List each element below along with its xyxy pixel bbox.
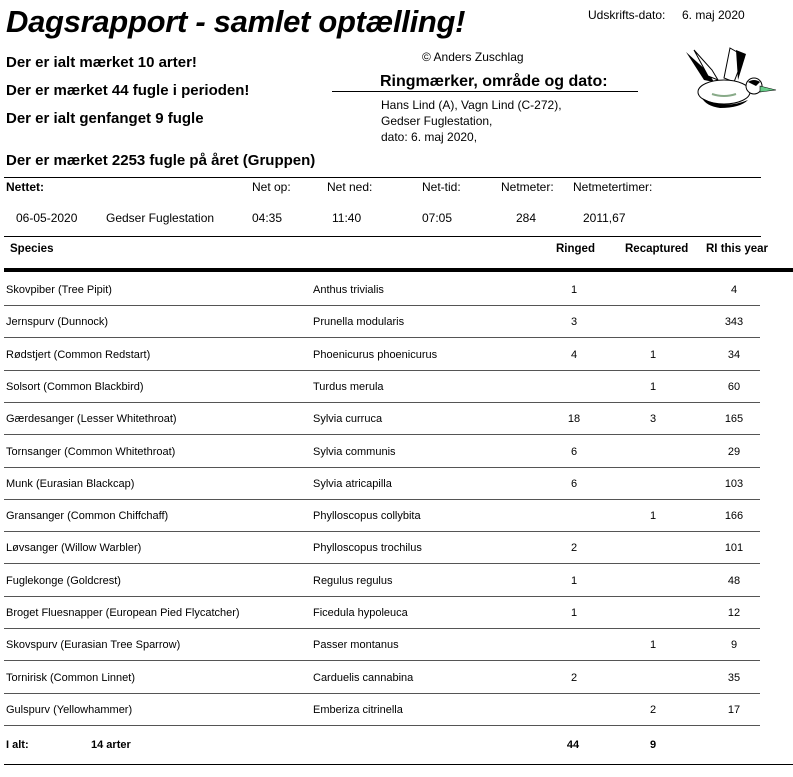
totals-ringed: 44 [566,739,580,751]
ri-year-count: 103 [724,477,744,490]
copyright: © Anders Zuschlag [422,50,524,64]
table-row [0,597,793,629]
net-up-value: 04:35 [252,211,283,225]
footer-rule [4,764,793,765]
latin-name: Prunella modularis [313,316,405,329]
table-row [0,371,793,403]
ringer-underline [332,91,638,92]
ringer-place: Gedser Fuglestation, [381,114,493,128]
net-down-value: 11:40 [332,211,362,225]
species-name: Løvsanger (Willow Warbler) [6,542,142,555]
table-row [0,436,793,468]
column-recaptured: Recaptured [625,243,689,255]
species-name: Skovpiber (Tree Pipit) [6,284,112,296]
ri-year-count: 60 [727,380,741,393]
ringed-count: 1 [570,574,578,587]
header-top-rule [4,236,761,237]
ringed-count: 1 [570,284,578,296]
column-ringed: Ringed [556,243,595,255]
species-name: Gransanger (Common Chiffchaff) [6,510,169,523]
net-hours-value: 2011,67 [583,211,626,225]
ringed-count: 6 [570,477,578,490]
latin-name: Regulus regulus [313,574,393,587]
species-name: Gærdesanger (Lesser Whitethroat) [6,413,177,426]
report-title: Dagsrapport - samlet optælling! [6,4,466,39]
column-species: Species [10,243,54,255]
table-row [0,468,793,500]
latin-name: Phylloscopus trochilus [313,542,422,555]
summary-birds-period: Der er mærket 44 fugle i perioden! [6,82,250,99]
recaptured-count: 2 [649,703,657,716]
ri-year-count: 4 [730,284,738,296]
table-row [0,339,793,371]
ringed-count: 3 [570,316,578,329]
summary-species-count: Der er ialt mærket 10 arter! [6,54,197,71]
ri-year-count: 9 [730,639,738,652]
ri-year-count: 48 [727,574,741,587]
row-divider [4,725,760,726]
latin-name: Anthus trivialis [313,284,384,296]
table-row [0,662,793,694]
latin-name: Ficedula hypoleuca [313,607,408,619]
ringer-heading: Ringmærker, område og dato: [380,73,608,90]
summary-recaptured: Der er ialt genfanget 9 fugle [6,110,204,127]
net-label: Nettet: [6,180,44,194]
totals-species: 14 arter [91,739,131,751]
totals-row [0,729,793,761]
net-time-value: 07:05 [422,211,453,225]
ri-year-count: 101 [724,542,744,555]
ri-year-count: 29 [727,445,741,458]
species-name: Rødstjert (Common Redstart) [6,348,151,361]
summary-year-total: Der er mærket 2253 fugle på året (Gruppen) [6,152,316,169]
eider-duck-logo [684,46,778,118]
latin-name: Phoenicurus phoenicurus [313,348,438,361]
latin-name: Emberiza citrinella [313,703,403,716]
table-row [0,532,793,564]
ri-year-count: 12 [727,607,741,619]
species-name: Gulspurv (Yellowhammer) [6,703,133,716]
ringed-count: 18 [567,413,581,426]
net-station: Gedser Fuglestation [106,211,215,225]
print-date-label: Udskrifts-dato: [588,8,666,22]
species-name: Broget Fluesnapper (European Pied Flycatcher) [6,607,240,619]
ringed-count: 2 [570,542,578,555]
recaptured-count: 3 [649,413,657,426]
net-up-label: Net op: [252,180,291,194]
recaptured-count: 1 [649,639,657,652]
table-row [0,694,793,726]
table-row [0,306,793,338]
ri-year-count: 166 [724,510,744,523]
species-name: Tornirisk (Common Linnet) [6,671,135,684]
table-row [0,565,793,597]
totals-label: I alt: [6,739,29,751]
column-ri-year: RI this year [706,243,768,255]
ringed-count: 1 [570,607,578,619]
net-meters-label: Netmeter: [501,180,554,194]
table-row [0,629,793,661]
species-name: Skovspurv (Eurasian Tree Sparrow) [6,639,181,652]
species-name: Munk (Eurasian Blackcap) [6,477,135,490]
latin-name: Sylvia atricapilla [313,477,392,490]
table-row [0,274,793,306]
net-date: 06-05-2020 [16,211,78,225]
print-date: 6. maj 2020 [682,8,745,22]
recaptured-count: 1 [649,348,657,361]
net-down-label: Net ned: [327,180,373,194]
totals-recaptured: 9 [649,739,657,751]
latin-name: Phylloscopus collybita [313,510,421,523]
net-hours-label: Netmetertimer: [573,180,653,194]
species-name: Jernspurv (Dunnock) [6,316,109,329]
ri-year-count: 34 [727,348,741,361]
net-meters-value: 284 [516,211,537,225]
header-bottom-rule [4,268,793,272]
net-time-label: Net-tid: [422,180,461,194]
latin-name: Sylvia curruca [313,413,383,426]
latin-name: Turdus merula [313,380,384,393]
net-top-rule [4,177,761,178]
table-row [0,403,793,435]
ringed-count: 2 [570,671,578,684]
species-name: Fuglekonge (Goldcrest) [6,574,121,587]
latin-name: Sylvia communis [313,445,396,458]
table-row [0,500,793,532]
latin-name: Carduelis cannabina [313,671,414,684]
ringer-date: dato: 6. maj 2020, [381,130,478,144]
species-name: Solsort (Common Blackbird) [6,380,144,393]
latin-name: Passer montanus [313,639,399,652]
ringed-count: 6 [570,445,578,458]
ringed-count: 4 [570,348,578,361]
ringer-names: Hans Lind (A), Vagn Lind (C-272), [381,98,562,112]
ri-year-count: 35 [727,671,741,684]
recaptured-count: 1 [649,510,657,523]
recaptured-count: 1 [649,380,657,393]
species-name: Tornsanger (Common Whitethroat) [6,445,176,458]
ri-year-count: 17 [727,703,741,716]
ri-year-count: 165 [724,413,744,426]
ri-year-count: 343 [724,316,744,329]
